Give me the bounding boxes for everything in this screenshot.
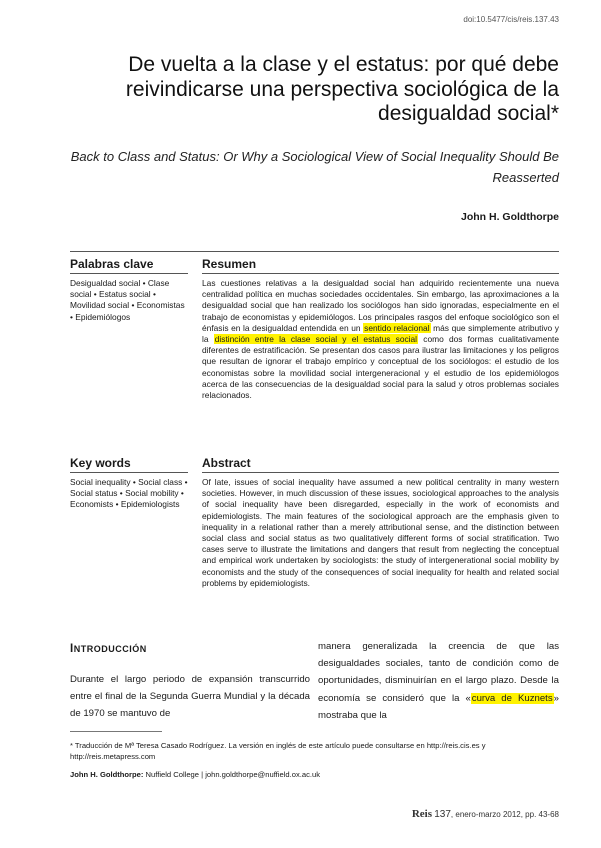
- doi-label: doi:10.5477/cis/reis.137.43: [463, 15, 559, 24]
- introduccion-heading: Introducción: [70, 640, 147, 655]
- author-name: John H. Goldthorpe: [461, 211, 559, 223]
- palabras-clave-list: Desigualdad social • Clase social • Estatus social • Movilidad social • Economistas • Epidemiólogos: [70, 278, 185, 322]
- palabras-clave-heading: Palabras clave: [70, 257, 154, 271]
- resumen-heading: Resumen: [202, 257, 257, 271]
- journal-logo: Reis: [411, 808, 432, 820]
- abstract-text: Of late, issues of social inequality have assumed a new political centrality in many western societies. However, in much discussion of these issues, sociological approaches to the analysis of social inequality have been disregarded, especially in the work of economists and epidemiologists. The main features of the sociological approach are the emphasis given to inequality in a relational rather than a merely attributional sense, and the distinction between social class and social status as two qualitatively different forms of social stratification. Two cases serve to illustrate the limitations and dangers that result from neglecting the conceptual and empirical work undertaken by sociologists: the study of intergenerational social mobility by economists and the study of the consequences of social inequality for health and related social problems by epidemiologists.: [202, 477, 559, 588]
- key-words-heading: Key words: [70, 456, 131, 470]
- divider: [202, 273, 559, 274]
- article-title: De vuelta a la clase y el estatus: por qué debe reivindicarse una perspectiva sociológica de la desigualdad social*: [125, 53, 559, 125]
- divider: [202, 472, 559, 473]
- intro-column-1: Durante el largo periodo de expansión transcurrido entre el final de la Segunda Guerra Mundial y la década de 1970 se mantuvo de: [70, 674, 310, 720]
- resumen-part3: como dos formas cualitativamente diferentes de estratificación. Se presentan dos casos para ilustrar las limitaciones y los peligros que resultan de ignorar el trabajo empírico y conceptual de los sociólogos: el estudio de los economistas sobre la movilidad social intergeneracional y el estudio de los epidemiólogos acerca de las consecuencias de la desigualdad social para la salud y otros problemas sociales relacionados.: [202, 334, 560, 401]
- author-affiliation: John H. Goldthorpe: Nuffield College | john.goldthorpe@nuffield.ox.ac.uk: [70, 770, 320, 779]
- abstract-heading: Abstract: [202, 456, 251, 470]
- article-title-english: Back to Class and Status: Or Why a Sociological View of Social Inequality Should Be Reasserted: [70, 149, 559, 185]
- resumen-part2: más que simplemente atributivo y la: [202, 322, 559, 345]
- highlight-distincion: distinción entre la clase social y el estatus social: [214, 334, 418, 345]
- footnote-translation: * Traducción de Mª Teresa Casado Rodríguez. La versión en inglés de este artículo puede consultarse en http://reis.cis.es y http://reis.metapress.com: [70, 741, 486, 761]
- key-words-list: Social inequality • Social class • Social status • Social mobility • Economists • Epidemiologists: [70, 477, 188, 510]
- footnote-rule: [70, 731, 162, 732]
- divider: [70, 472, 188, 473]
- divider: [70, 273, 188, 274]
- journal-footer: Reis 137, enero-marzo 2012, pp. 43-68: [411, 808, 559, 820]
- highlight-sentido-relacional: sentido relacional: [364, 322, 430, 333]
- resumen-part1: Las cuestiones relativas a la desigualdad social han adquirido recientemente una nueva centralidad política en muchas sociedades occidentales. Sin embargo, las aproximaciones a la desigualdad social que han realizado los sociólogos han sido ignoradas, especialmente en el trabajo de economistas y epidemiólogos. Los principales rasgos del enfoque sociológico son el énfasis en la desigualdad entendida en un: [202, 278, 559, 333]
- intro-column-2: manera generalizada la creencia de que las desigualdades sociales, tanto de condición como de oportunidades, disminuirían en el largo plazo. Desde la economía se consideró que la «curva de Kuznets» mostraba que la: [318, 641, 559, 721]
- resumen-text: [202, 278, 559, 401]
- highlight-curva-kuznets: curva de Kuznets: [471, 692, 553, 704]
- section-divider: [70, 251, 559, 252]
